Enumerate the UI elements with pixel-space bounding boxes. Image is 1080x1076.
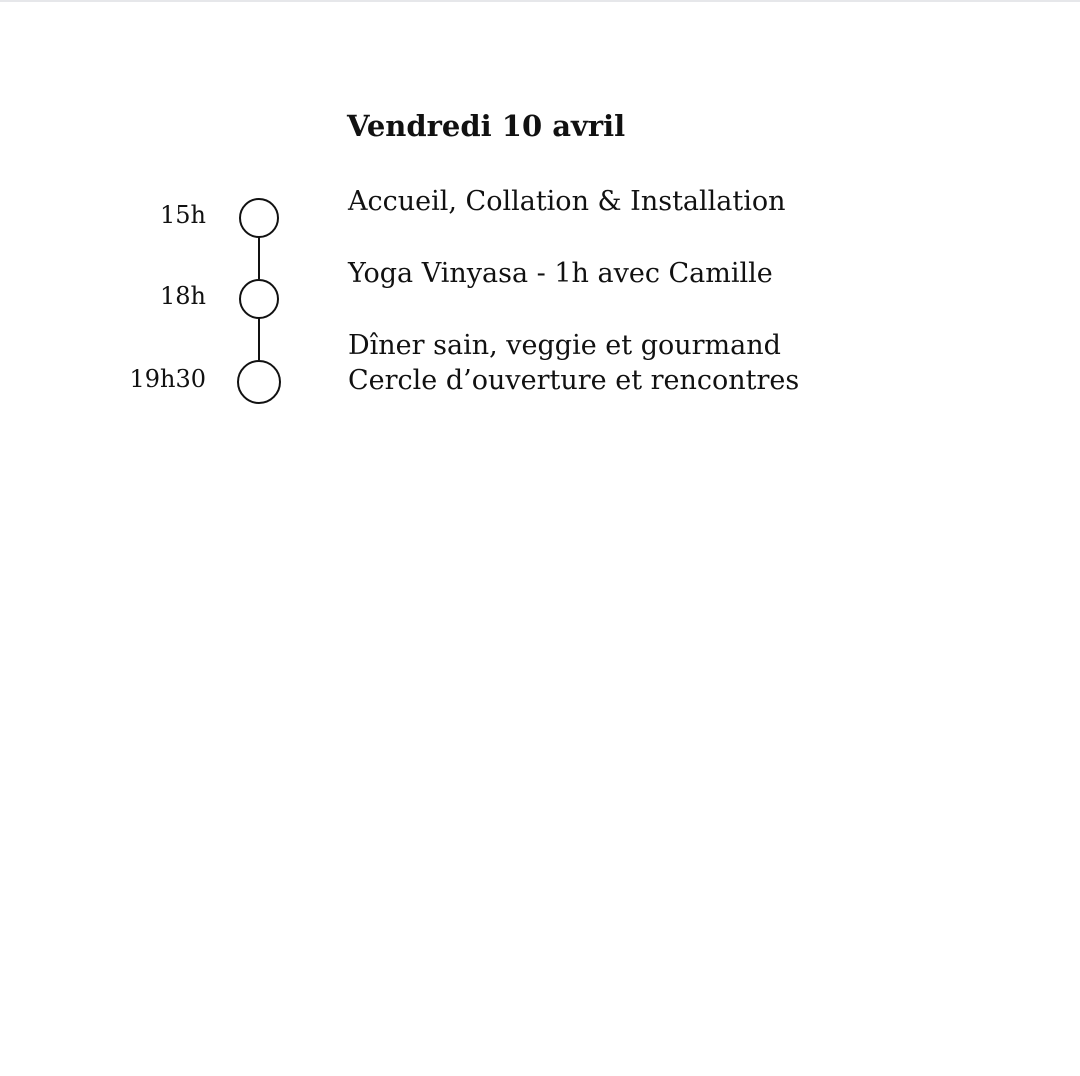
timeline-node-icon bbox=[237, 360, 281, 404]
timeline-node-icon bbox=[239, 279, 279, 319]
time-label: 15h bbox=[160, 201, 206, 229]
day-title: Vendredi 10 avril bbox=[347, 109, 626, 143]
time-label: 18h bbox=[160, 282, 206, 310]
timeline-connector bbox=[258, 318, 260, 360]
event-item: Accueil, Collation & Installation bbox=[348, 186, 786, 217]
event-item: Dîner sain, veggie et gourmand bbox=[348, 330, 781, 361]
event-item: Yoga Vinyasa - 1h avec Camille bbox=[348, 258, 773, 289]
timeline-node-icon bbox=[239, 198, 279, 238]
time-label: 19h30 bbox=[129, 365, 206, 393]
event-item: Cercle d’ouverture et rencontres bbox=[348, 365, 800, 396]
timeline-connector bbox=[258, 237, 260, 279]
